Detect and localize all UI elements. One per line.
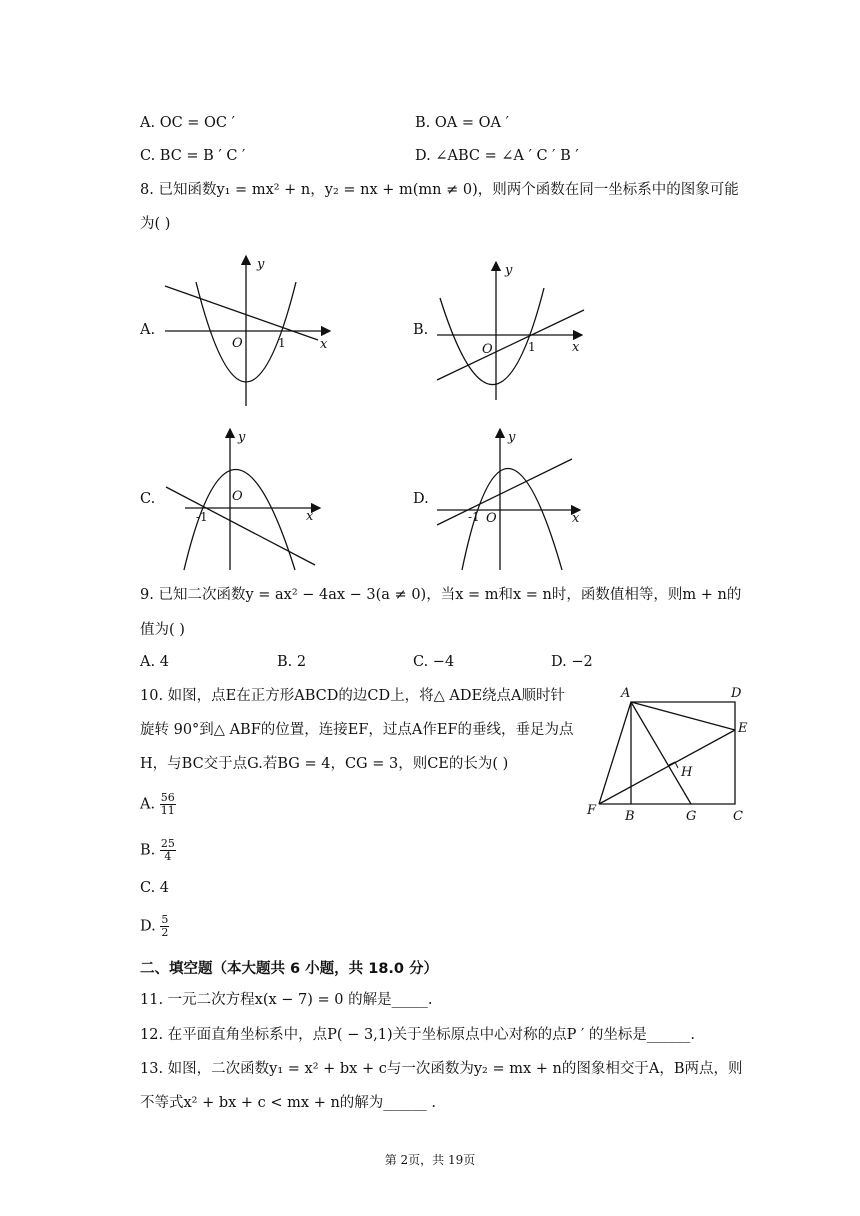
q8-label-b: B. [413,322,429,338]
section-heading: 二、填空题（本大题共 6 小题，共 18.0 分） [140,961,439,977]
q10-text-line3: H，与BC交于点G.若BG = 4，CG = 3，则CE的长为( ) [140,756,509,772]
q10-option-b [140,838,176,863]
option-label: A. [140,796,156,813]
x-axis-label: x [572,340,580,355]
x-axis-label: x [572,511,580,526]
y-axis-label: y [508,430,516,445]
numerator: 25 [160,837,175,850]
q13-text-line1: 13. 如图，二次函数y₁ = x² + bx + c与一次函数为y₂ = mx + n的图象相交于A，B两点，则 [140,1061,743,1077]
q10-option-c: C. 4 [140,880,170,896]
tick-neg-one-label: -1 [468,510,480,524]
tick-neg-one-label: -1 [196,510,208,524]
numerator: 56 [160,791,175,804]
q10-option-a [140,792,176,817]
q13-text-line2: 不等式x² + bx + c < mx + n的解为______ . [140,1095,437,1111]
origin-label: O [232,336,243,351]
page-footer: 第 2页，共 19页 [384,1153,476,1167]
point-b-label: B [625,809,635,824]
point-d-label: D [731,686,742,701]
point-e-label: E [738,721,748,736]
q9-option-a: A. 4 [140,654,169,670]
q11-text: 11. 一元二次方程x(x − 7) = 0 的解是_____. [140,992,433,1008]
q8-graph-c [160,425,330,573]
point-a-label: A [621,686,631,701]
q9-text-line1: 9. 已知二次函数y = ax² − 4ax − 3(a ≠ 0)，当x = m和x = n时，函数值相等，则m + n的 [140,587,742,603]
q8-graph-a [160,252,340,412]
option-label: B. [140,842,156,859]
denominator: 11 [160,804,175,817]
q9-option-b: B. 2 [277,654,307,670]
q8-label-d: D. [413,491,429,507]
q12-text: 12. 在平面直角坐标系中，点P( − 3,1)关于坐标原点中心对称的点P ′ 的坐标是______. [140,1027,696,1043]
y-axis-label: y [238,430,246,445]
q7-option-b: B. OA = OA ′ [415,115,509,131]
q7-option-d: D. ∠ABC = ∠A ′ C ′ B ′ [415,148,579,164]
q8-graph-d [432,425,592,573]
q8-graph-b [432,258,592,408]
origin-label: O [232,489,243,504]
tick-one-label: 1 [528,340,536,354]
point-f-label: F [587,803,597,818]
fraction [160,914,169,939]
square-abcd [631,702,735,804]
origin-label: O [486,511,497,526]
q7-option-c: C. BC = B ′ C ′ [140,148,246,164]
fraction [160,838,176,863]
segment-ag [631,702,691,804]
q10-option-d [140,914,169,939]
tick-one-label: 1 [278,336,286,350]
point-g-label: G [686,809,697,824]
q9-text-line2: 值为( ) [140,622,185,638]
q10-text-line2: 旋转 90°到△ ABF的位置，连接EF，过点A作EF的垂线，垂足为点 [140,722,574,738]
q9-option-d: D. −2 [551,654,593,670]
q9-option-c: C. −4 [413,654,455,670]
y-axis-label: y [505,263,513,278]
denominator: 4 [164,850,172,863]
segment-ae [631,702,735,730]
q8-text-line1: 8. 已知函数y₁ = mx² + n，y₂ = nx + m(mn ≠ 0)，则两个函数在同一坐标系中的图象可能 [140,182,739,198]
q8-label-a: A. [140,322,156,338]
x-axis-label: x [320,337,328,352]
q10-text-line1: 10. 如图，点E在正方形ABCD的边CD上，将△ ADE绕点A顺时针 [140,688,566,704]
q8-label-c: C. [140,491,156,507]
q7-option-a: A. OC = OC ′ [140,115,235,131]
point-c-label: C [733,809,743,824]
line [165,286,318,340]
q8-text-line2: 为( ) [140,216,171,232]
y-axis-label: y [257,257,265,272]
numerator: 5 [161,913,169,926]
x-axis-label: x [306,509,314,524]
q10-square-figure [585,682,760,827]
denominator: 2 [161,926,169,939]
fraction [160,792,176,817]
option-label: D. [140,918,156,935]
point-h-label: H [681,765,693,780]
origin-label: O [482,342,493,357]
line [437,310,584,380]
